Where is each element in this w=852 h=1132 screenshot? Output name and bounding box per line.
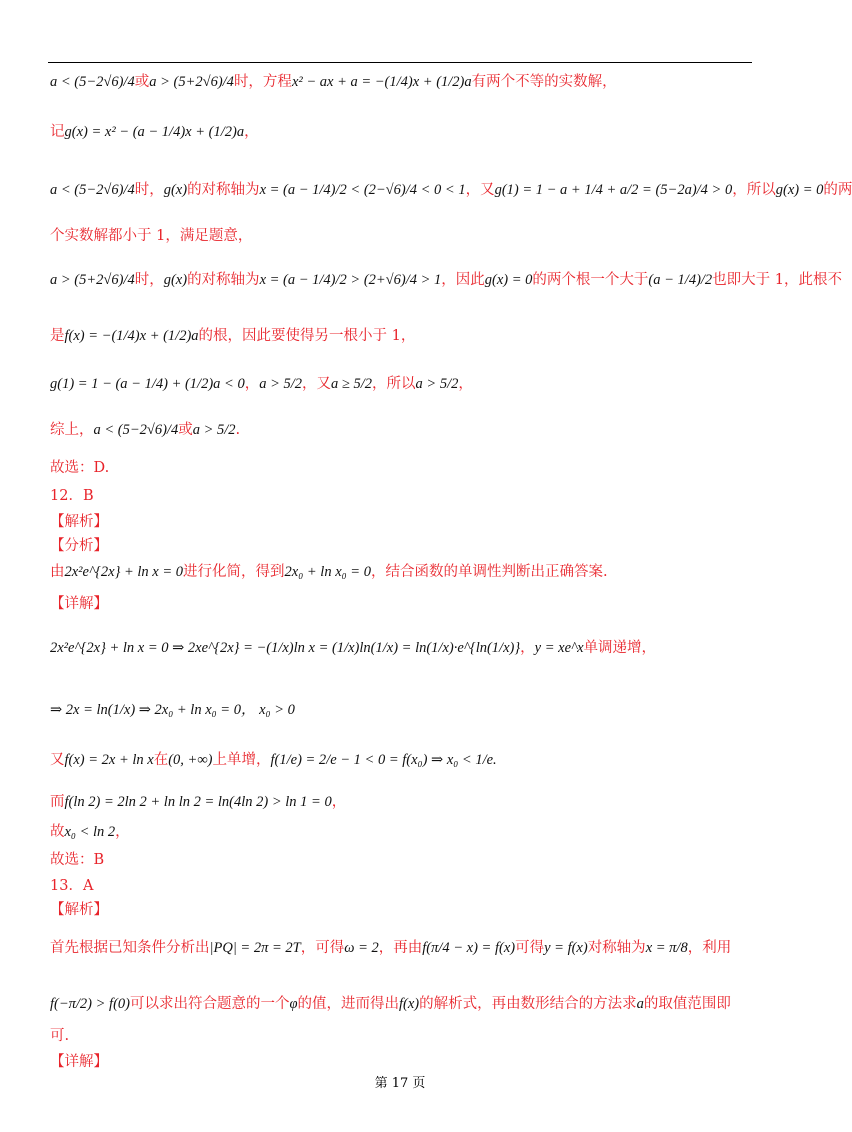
text-segment: 可. [50, 1028, 70, 1044]
text-segment: ，因此 [441, 272, 485, 288]
math-expression: f(π/4 − x) = f(x) [422, 940, 516, 956]
text-segment: 故选：D. [50, 460, 110, 476]
text-segment: 时， [134, 182, 164, 198]
text-segment: ， [244, 376, 260, 392]
math-expression: x = π/8 [645, 940, 688, 956]
math-expression: g(x) = x² − (a − 1/4)x + (1/2)a [64, 124, 245, 140]
text-segment: ，结合函数的单调性判断出正确答案. [370, 564, 608, 580]
text-line [50, 638, 755, 658]
text-segment: 时， [134, 272, 164, 288]
text-segment: ，利用 [687, 940, 732, 956]
math-expression: (0, +∞) [168, 752, 213, 768]
text-segment: 【分析】 [50, 538, 108, 554]
text-segment: 对称轴为 [587, 940, 646, 956]
text-line [50, 938, 755, 958]
text-line [50, 792, 755, 812]
text-line [50, 750, 755, 770]
text-segment: 或 [134, 74, 150, 90]
text-segment: ，可得 [300, 940, 345, 956]
text-segment: ，所以 [732, 182, 776, 198]
page-number: 第 17 页 [374, 1076, 426, 1091]
math-expression: a > 5/2 [259, 376, 303, 392]
text-line [50, 900, 755, 920]
text-line [50, 512, 755, 532]
text-segment: 的两 [823, 182, 852, 198]
math-expression: x = (a − 1/4)/2 > (2+√6)/4 > 1 [259, 272, 442, 288]
text-line [50, 562, 755, 582]
math-expression: f(−π/2) > f(0) [50, 996, 130, 1012]
text-line [50, 700, 755, 720]
text-segment: 进行化简，得到 [183, 564, 285, 580]
text-segment: 【详解】 [50, 1054, 108, 1070]
math-expression: a > (5+2√6)/4 [149, 74, 234, 90]
math-expression: g(x) = 0 [484, 272, 533, 288]
text-segment: 有两个不等的实数解， [471, 74, 617, 90]
math-expression: φ [289, 996, 298, 1012]
text-segment: 可得 [515, 940, 545, 956]
math-expression: f(ln 2) = 2ln 2 + ln ln 2 = ln(4ln 2) > ln 1 = 0 [64, 794, 332, 810]
text-segment: 12．B [50, 488, 94, 504]
text-line [50, 180, 852, 200]
text-segment: 【解析】 [50, 902, 108, 918]
text-segment: 故 [50, 824, 65, 840]
text-segment: 个实数解都小于 1，满足题意， [50, 228, 253, 244]
text-line [50, 536, 755, 556]
math-expression: x₀ < ln 2 [64, 824, 116, 840]
text-segment: 的解析式，再由数形结合的方法求 [419, 996, 637, 1012]
math-expression: a > 5/2 [192, 422, 236, 438]
text-segment: 【详解】 [50, 596, 108, 612]
text-segment: 【解析】 [50, 514, 108, 530]
text-segment: 综上， [50, 422, 94, 438]
text-segment: ， [520, 640, 535, 656]
text-segment: 的根，因此要使得另一根小于 1， [198, 328, 416, 344]
text-segment: 的两个根一个大于 [532, 272, 649, 288]
text-segment: 的取值范围即 [643, 996, 731, 1012]
text-segment: 或 [178, 422, 193, 438]
text-segment: ， [331, 794, 347, 810]
text-segment: 也即大于 1，此根不 [712, 272, 843, 288]
text-line [50, 1052, 755, 1072]
math-expression: g(1) = 1 − a + 1/4 + a/2 = (5−2a)/4 > 0 [494, 182, 733, 198]
math-expression: x = (a − 1/4)/2 < (2−√6)/4 < 0 < 1 [259, 182, 466, 198]
text-line [50, 72, 755, 92]
text-segment: 的值，进而得出 [297, 996, 400, 1012]
math-expression: g(1) = 1 − (a − 1/4) + (1/2)a < 0 [50, 376, 245, 392]
text-segment: 13．A [50, 878, 94, 894]
text-line [50, 594, 755, 614]
text-line [50, 876, 755, 896]
math-expression: x² − ax + a = −(1/4)x + (1/2)a [291, 74, 472, 90]
text-segment: ， [115, 824, 130, 840]
math-expression: g(x) [163, 182, 188, 198]
text-segment: 又 [50, 752, 65, 768]
text-segment: 时，方程 [233, 74, 292, 90]
text-line [50, 326, 755, 346]
text-line [50, 270, 843, 290]
text-segment: 的对称轴为 [187, 182, 260, 198]
math-expression: ω = 2 [344, 940, 379, 956]
text-line [50, 994, 755, 1014]
text-segment: 首先根据已知条件分析出 [50, 940, 210, 956]
text-segment: 记 [50, 124, 65, 140]
text-segment: 在 [153, 752, 169, 768]
text-line [50, 226, 755, 246]
math-expression: 2x²e^{2x} + ln x = 0 ⇒ 2xe^{2x} = −(1/x)ln x = (1/x)ln(1/x) = ln(1/x)·e^{ln(1/x)} [50, 640, 521, 656]
text-line [50, 374, 755, 394]
header-rule [48, 62, 752, 63]
math-expression: y = xe^x [534, 640, 584, 656]
math-expression: a ≥ 5/2 [331, 376, 373, 392]
math-expression: y = f(x) [544, 940, 588, 956]
text-segment: 的对称轴为 [187, 272, 260, 288]
text-segment: ， [458, 376, 473, 392]
math-expression: 2x₀ + ln x₀ = 0 [284, 564, 371, 580]
text-segment: 可以求出符合题意的一个 [129, 996, 290, 1012]
text-line [50, 822, 755, 842]
math-expression: 2x²e^{2x} + ln x = 0 [64, 564, 184, 580]
math-expression: a < (5−2√6)/4 [50, 74, 135, 90]
math-expression: a < (5−2√6)/4 [50, 182, 135, 198]
text-line [50, 420, 755, 440]
math-expression: a < (5−2√6)/4 [93, 422, 179, 438]
text-segment: ，所以 [372, 376, 416, 392]
text-segment: 单调递增， [583, 640, 657, 656]
text-segment: 上单增， [212, 752, 271, 768]
math-expression: f(x) = −(1/4)x + (1/2)a [64, 328, 199, 344]
text-segment: 故选：B [50, 852, 105, 868]
math-expression: a > (5+2√6)/4 [50, 272, 135, 288]
text-line [50, 1026, 755, 1046]
text-segment: ，再由 [378, 940, 423, 956]
text-segment: ，又 [302, 376, 332, 392]
math-expression: ⇒ 2x = ln(1/x) ⇒ 2x₀ + ln x₀ = 0， x₀ > 0 [50, 702, 295, 718]
text-line [50, 486, 755, 506]
math-expression: f(1/e) = 2/e − 1 < 0 = f(x₀) ⇒ x₀ < 1/e. [270, 752, 497, 768]
text-line [50, 850, 755, 870]
text-segment: 是 [50, 328, 65, 344]
text-segment: 由 [50, 564, 65, 580]
math-expression: |PQ| = 2π = 2T [209, 940, 301, 956]
math-expression: a > 5/2 [415, 376, 459, 392]
math-expression: g(x) [163, 272, 188, 288]
text-segment: ，又 [465, 182, 495, 198]
text-line [50, 122, 755, 142]
math-expression: g(x) = 0 [775, 182, 824, 198]
math-expression: f(x) [399, 996, 420, 1012]
math-expression: (a − 1/4)/2 [648, 272, 713, 288]
text-segment: 而 [50, 794, 65, 810]
text-segment: ， [244, 124, 259, 140]
math-expression: f(x) = 2x + ln x [64, 752, 154, 768]
text-segment: . [235, 422, 241, 438]
math-expression: a [636, 996, 644, 1012]
text-line [50, 458, 755, 478]
